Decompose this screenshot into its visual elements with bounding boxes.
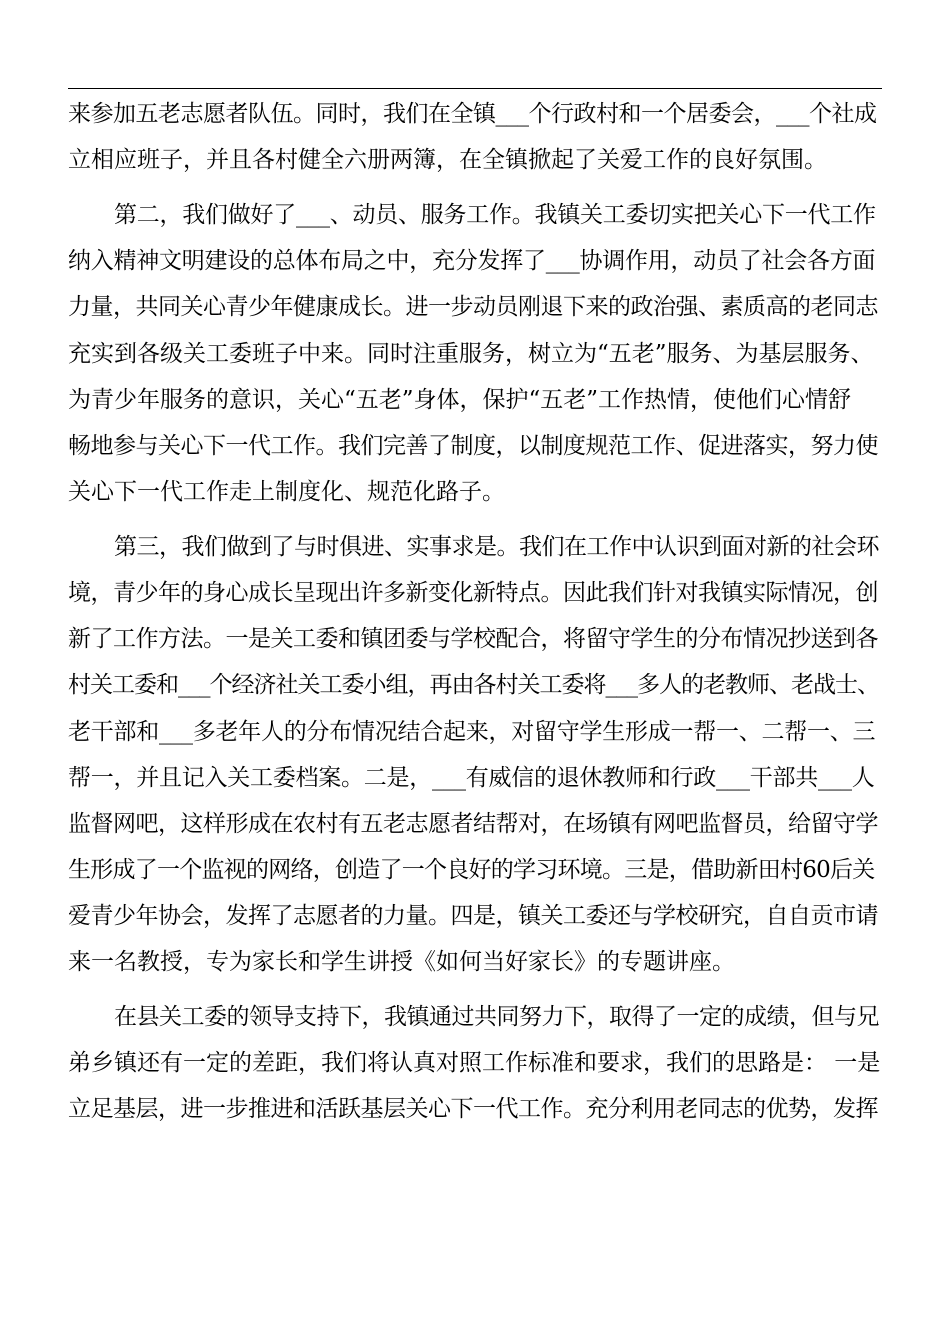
text-line: 监督网吧，这样形成在农村有五老志愿者结帮对，在场镇有网吧监督员，给留守学 xyxy=(68,811,878,837)
text-line: 弟乡镇还有一定的差距，我们将认真对照工作标准和要求，我们的思路是： 一是 xyxy=(68,1050,881,1076)
text-line: 纳入精神文明建设的总体布局之中，充分发挥了___协调作用，动员了社会各方面 xyxy=(68,248,876,274)
text-line: 力量，共同关心青少年健康成长。进一步动员刚退下来的政治强、素质高的老同志 xyxy=(68,294,878,320)
paragraph-start-line: 第三，我们做到了与时俱进、实事求是。我们在工作中认识到面对新的社会环 xyxy=(114,534,879,560)
text-line: 爱青少年协会，发挥了志愿者的力量。四是，镇关工委还与学校研究，自自贡市请 xyxy=(68,903,878,929)
header-rule xyxy=(68,88,882,89)
text-line: 来一名教授，专为家长和学生讲授《如何当好家长》的专题讲座。 xyxy=(68,949,735,975)
text-line: 老干部和___多老年人的分布情况结合起来，对留守学生形成一帮一、二帮一、三 xyxy=(68,719,876,745)
text-line: 畅地参与关心下一代工作。我们完善了制度，以制度规范工作、促进落实，努力使 xyxy=(68,433,878,459)
text-line: 新了工作方法。一是关工委和镇团委与学校配合，将留守学生的分布情况抄送到各 xyxy=(68,626,878,652)
text-line: 立足基层，进一步推进和活跃基层关心下一代工作。充分利用老同志的优势，发挥 xyxy=(68,1096,878,1122)
text-line: 充实到各级关工委班子中来。同时注重服务，树立为“五老”服务、为基层服务、 xyxy=(68,341,874,367)
text-line: 帮一，并且记入关工委档案。二是，___有威信的退休教师和行政___干部共___人 xyxy=(68,765,875,791)
paragraph-start-line: 第二，我们做好了___、动员、服务工作。我镇关工委切实把关心下一代工作 xyxy=(114,202,876,228)
text-line: 村关工委和___个经济社关工委小组，再由各村关工委将___多人的老教师、老战士、 xyxy=(68,672,879,698)
text-line: 来参加五老志愿者队伍。同时，我们在全镇___个行政村和一个居委会，___个社成 xyxy=(68,101,877,127)
text-line: 立相应班子，并且各村健全六册两簿，在全镇掀起了关爱工作的良好氛围。 xyxy=(68,147,827,173)
text-line: 境，青少年的身心成长呈现出许多新变化新特点。因此我们针对我镇实际情况，创 xyxy=(68,580,878,606)
text-line: 关心下一代工作走上制度化、规范化路子。 xyxy=(68,479,505,505)
paragraph-start-line: 在县关工委的领导支持下，我镇通过共同努力下，取得了一定的成绩，但与兄 xyxy=(114,1004,879,1030)
text-line: 生形成了一个监视的网络，创造了一个良好的学习环境。三是，借助新田村60后关 xyxy=(68,857,875,883)
text-line: 为青少年服务的意识，关心“五老”身体，保护“五老”工作热情，使他们心情舒 xyxy=(68,387,852,413)
